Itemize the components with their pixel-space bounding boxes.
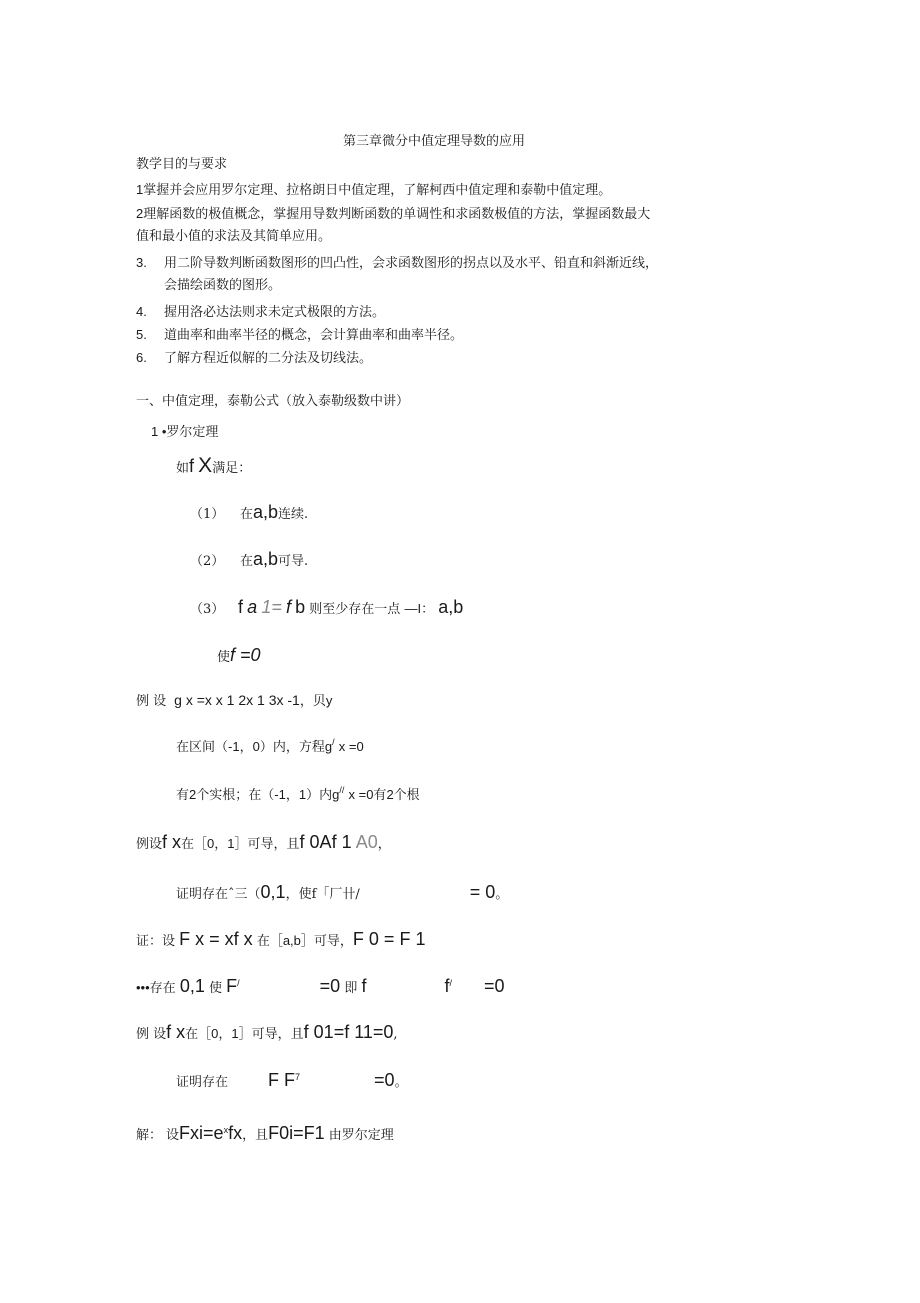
ex3-a: 例 设 [136, 1027, 167, 1042]
ex2-e: ， [214, 837, 228, 852]
condition-2-pre: 在 [240, 554, 254, 569]
example-1-line2 [176, 738, 364, 757]
rolle-heading-number: 1 • [151, 424, 167, 439]
proof-l2-j: f [444, 976, 450, 996]
proof-l2-g: =0 [319, 976, 341, 996]
conclusion-math: f =0 [230, 645, 261, 665]
ex3-i: , [393, 1027, 398, 1042]
ex3-p-e: 。 [394, 1075, 408, 1090]
condition-3-label: （3） [190, 602, 225, 617]
ex2-d: 0 [207, 836, 215, 851]
proof-l2-c: 0,1 [179, 976, 205, 996]
ex1-l2-g: / [332, 737, 335, 747]
condition-3-b: b [295, 597, 306, 617]
goal-6-text: 了解方程近似解的二分法及切线法。 [164, 351, 373, 366]
example-2-line1 [136, 830, 391, 857]
rolle-if [176, 454, 251, 481]
condition-3-mid: 1= [261, 597, 282, 617]
ex1-l3-j: x =0 [348, 787, 374, 802]
sol-g: F0i=F1 [268, 1123, 325, 1143]
ex2-p-g: 。 [495, 887, 509, 902]
example-3-line2 [176, 1068, 408, 1095]
proof-l2-l: =0 [484, 976, 505, 996]
condition-2-post: 可导. [278, 554, 309, 569]
rolle-if-f: f [189, 456, 195, 476]
ex2-c: 在［ [181, 837, 208, 852]
goal-1-text: 掌握并会应用罗尔定理、拉格朗日中值定理，了解柯西中值定理和泰勒中值定理。 [143, 183, 612, 198]
condition-3-text: 则至少存在一点 [309, 602, 401, 617]
sol-f: ，且 [242, 1128, 269, 1143]
proof-b: F x = xf x [179, 929, 253, 949]
example-1-line1 [136, 691, 332, 711]
ex1-function: g x =x x 1 2x 1 3x -1 [174, 692, 300, 708]
goal-3-line1 [136, 254, 658, 273]
goal-3-line2: 会描绘函数的图形。 [164, 278, 282, 293]
ex1-l3-c: 个实根；在（ [196, 788, 275, 803]
proof-d: a,b [282, 933, 301, 948]
ex2-p-c: 0,1 [260, 882, 286, 902]
condition-3-dash: —I： [404, 601, 435, 616]
ex2-i: A0 [355, 832, 378, 852]
condition-1-pre: 在 [240, 507, 254, 522]
rolle-condition-1 [190, 500, 308, 527]
example-2-line2 [176, 880, 508, 907]
rolle-condition-3 [190, 595, 463, 622]
goal-1 [136, 181, 611, 200]
ex1-l3-e: ， [285, 788, 299, 803]
ex1-l3-g: ）内 [306, 788, 333, 803]
rolle-heading-text: 罗尔定理 [166, 425, 219, 440]
proof-e: ］可导， [300, 934, 353, 949]
ex2-g: ］可导，且 [234, 837, 300, 852]
ex1-comma: ，贝 [299, 694, 326, 709]
rolle-if-prefix: 如 [176, 461, 190, 476]
condition-1-post: 连续. [278, 507, 309, 522]
ex1-l2-e: ）内，方程 [259, 740, 325, 755]
proof-line1 [136, 927, 425, 954]
condition-1-math: a,b [253, 502, 279, 522]
proof-l2-i: f [361, 976, 367, 996]
ex1-label: 例 设 [136, 694, 167, 709]
ex3-d: 0 [211, 1026, 219, 1041]
goal-5 [136, 326, 463, 345]
ex1-l2-a: 在区间（ [176, 740, 229, 755]
ex1-l3-b: 2 [189, 787, 197, 802]
ex2-p-b: ˆ三（ [228, 887, 261, 902]
proof-l2-a: ••• [136, 980, 150, 995]
ex1-l3-l: 2 [386, 787, 394, 802]
ex1-l3-f: 1 [298, 787, 307, 802]
condition-2-math: a,b [253, 549, 279, 569]
page-title: 第三章微分中值定理导数的应用 [343, 134, 526, 149]
goal-4-text: 握用洛必达法则求未定式极限的方法。 [164, 305, 386, 320]
goals-heading: 教学目的与要求 [136, 157, 228, 172]
goal-5-text: 道曲率和曲率半径的概念，会计算曲率和曲率半径。 [164, 328, 464, 343]
goal-2-text: 理解函数的极值概念，掌握用导数判断函数的单调性和求函数极值的方法，掌握函数最大 [143, 207, 651, 222]
rolle-conclusion [217, 643, 261, 670]
sol-b: 设 [166, 1128, 180, 1143]
sol-c: Fxi=e [179, 1123, 224, 1143]
ex2-f: 1 [227, 836, 235, 851]
ex1-l3-d: -1 [274, 787, 286, 802]
solution-line [136, 1121, 394, 1148]
ex1-l3-m: 个根 [393, 788, 420, 803]
ex1-l2-c: ， [239, 740, 253, 755]
goal-2-line1 [136, 205, 650, 224]
ex2-b: f x [162, 832, 182, 852]
proof-l2-h: 即 [344, 981, 358, 996]
goal-3-text: 用二阶导数判断函数图形的凹凸性，会求函数图形的拐点以及水平、铅直和斜渐近线， [164, 256, 659, 271]
ex3-p-b: F F [268, 1070, 296, 1090]
ex2-h: f 0Af 1 [299, 832, 352, 852]
ex2-p-d: ，使 [285, 887, 312, 902]
ex2-p-a: 证明存在 [176, 887, 229, 902]
ex1-l2-b: -1 [228, 739, 240, 754]
ex2-a: 例设 [136, 837, 163, 852]
example-3-line1 [136, 1020, 398, 1047]
proof-l2-b: 存在 [149, 981, 176, 996]
goal-6-number: 6. [136, 350, 147, 365]
ex1-y: y [325, 693, 333, 708]
condition-1-label: （1） [190, 507, 225, 522]
condition-3-f2: f [285, 597, 291, 617]
ex1-l3-i: // [339, 785, 345, 795]
ex2-j: ， [377, 837, 391, 852]
rolle-heading [151, 423, 218, 442]
goal-1-number: 1 [136, 182, 144, 197]
goal-2-line2: 值和最小值的求法及其简单应用。 [136, 229, 332, 244]
proof-c: 在［ [256, 934, 283, 949]
goal-2-number: 2 [136, 206, 144, 221]
ex1-l2-f: g [324, 739, 333, 754]
ex3-f: 1 [231, 1026, 239, 1041]
ex1-l3-k: 有 [373, 788, 387, 803]
condition-2-label: （2） [190, 554, 225, 569]
ex3-p-d: =0 [374, 1070, 395, 1090]
proof-line2 [136, 974, 505, 1001]
rolle-if-x: X [198, 454, 213, 477]
ex2-p-e: f「厂卄/ [311, 887, 360, 902]
sol-e: fx [228, 1123, 243, 1143]
proof-l2-k: / [449, 978, 453, 988]
ex3-g: ］可导，且 [238, 1027, 304, 1042]
ex3-c: 在［ [185, 1027, 212, 1042]
ex3-b: f x [166, 1022, 186, 1042]
goal-6 [136, 349, 372, 368]
conclusion-pre: 使 [217, 650, 231, 665]
proof-f: F 0 = F 1 [352, 929, 426, 949]
goal-4 [136, 303, 385, 322]
ex1-l2-d: 0 [252, 739, 260, 754]
proof-l2-d: 使 [208, 981, 222, 996]
rolle-condition-2 [190, 547, 308, 574]
ex3-e: ， [218, 1027, 232, 1042]
ex1-l3-a: 有 [176, 788, 190, 803]
ex3-p-a: 证明存在 [176, 1075, 229, 1090]
sol-h: 由罗尔定理 [328, 1128, 394, 1143]
ex2-p-f: = 0 [469, 882, 496, 902]
goal-4-number: 4. [136, 304, 147, 319]
condition-3-a: a [247, 597, 258, 617]
example-1-line3 [176, 786, 420, 805]
ex3-h: f 01=f 11=0 [303, 1022, 394, 1042]
ex1-l3-h: g [332, 787, 340, 802]
ex1-l2-h: x =0 [338, 739, 364, 754]
goal-3-number: 3. [136, 255, 147, 270]
proof-l2-f: / [237, 978, 240, 988]
section-heading: 一、中值定理，泰勒公式（放入泰勒级数中讲） [136, 394, 410, 409]
sol-d: x [223, 1125, 229, 1135]
proof-a: 证：设 [136, 934, 176, 949]
proof-l2-e: F [226, 976, 238, 996]
condition-3-ab: a,b [438, 597, 464, 617]
ex3-p-c: 7 [295, 1072, 301, 1082]
rolle-if-suffix: 满足： [212, 461, 252, 476]
sol-a: 解： [136, 1128, 163, 1143]
goal-5-number: 5. [136, 327, 147, 342]
condition-3-f: f [238, 597, 244, 617]
